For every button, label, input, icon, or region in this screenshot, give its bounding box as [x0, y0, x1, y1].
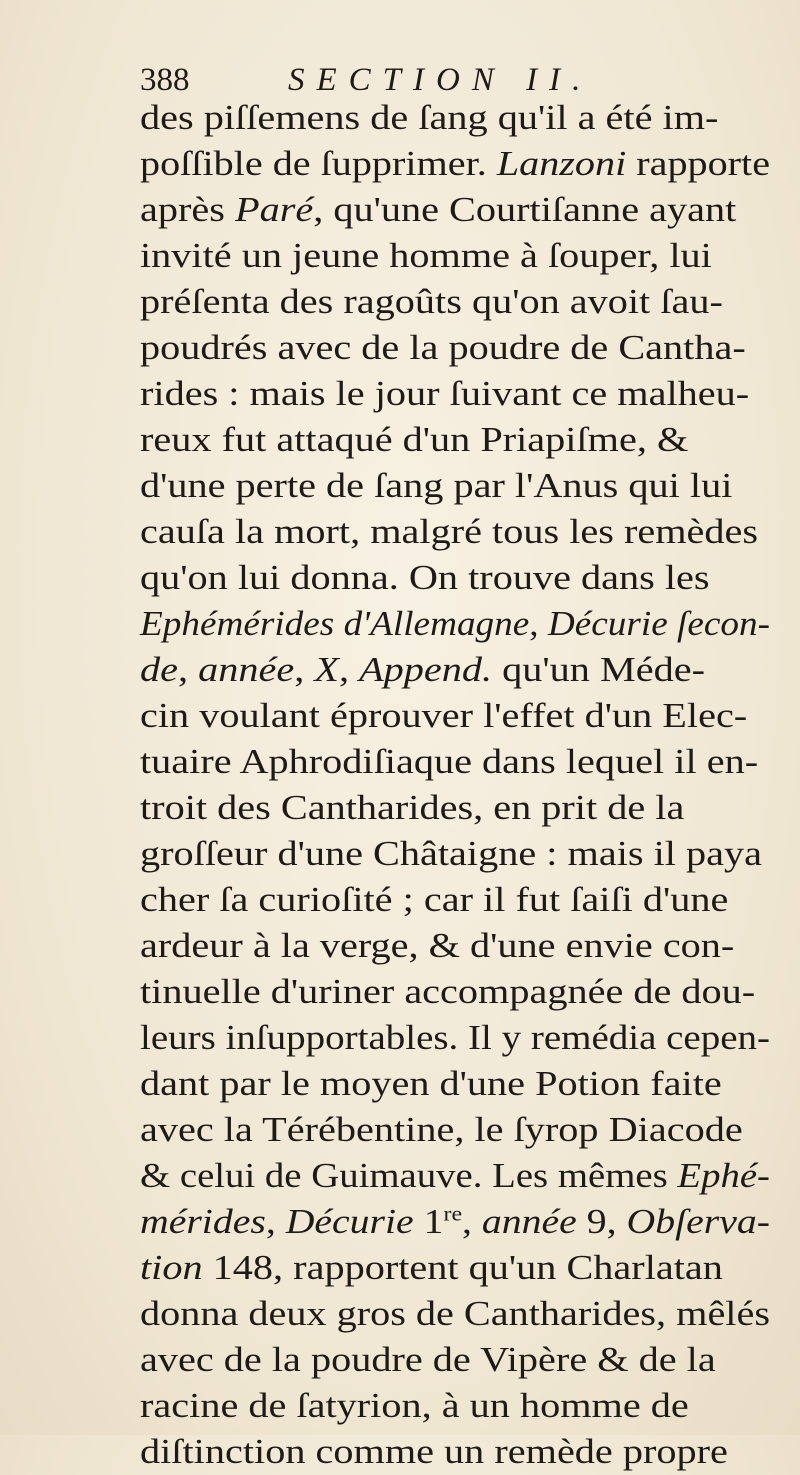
text-line [140, 739, 780, 785]
text-segment: cin voulant éprouver l'effet d'un Elec- [140, 696, 748, 735]
text-segment: avec la Térébentine, le ſyrop Diacode [140, 1110, 743, 1149]
text-line [140, 509, 780, 555]
italic-text: année [198, 650, 295, 689]
text-segment: cher ſa curioſité ; car il fut ſaiſi d'une [140, 880, 729, 919]
superscript-text: re [443, 1201, 463, 1226]
text-segment: , qu'une Courtiſanne ayant [313, 190, 737, 229]
italic-text: de [140, 650, 179, 689]
text-line [140, 371, 780, 417]
text-line [140, 463, 780, 509]
italic-text: Obſerva- [626, 1202, 770, 1241]
text-line [140, 647, 780, 693]
text-segment: reux fut attaqué d'un Priapiſme, & [140, 420, 689, 459]
text-line [140, 1291, 780, 1337]
text-segment: & celui de Guimauve. Les mêmes [140, 1156, 678, 1195]
text-segment: , [178, 650, 199, 689]
text-segment: préſenta des ragoûts qu'on avoit ſau- [140, 282, 723, 321]
text-line [140, 95, 780, 141]
text-line [140, 923, 780, 969]
text-line [140, 325, 780, 371]
italic-text: tion [140, 1248, 203, 1287]
text-segment: tuaire Aphrodiſiaque dans lequel il en- [140, 742, 759, 781]
body-text [140, 95, 780, 1475]
text-segment: , [294, 650, 315, 689]
italic-text: Lanzoni [496, 144, 627, 183]
text-line [140, 417, 780, 463]
text-segment: invité un jeune homme à ſouper, lui [140, 236, 712, 275]
text-segment: poudrés avec de la poudre de Cantha- [140, 328, 746, 367]
running-head: SECTION II. [288, 62, 593, 98]
italic-text: mérides [140, 1202, 266, 1241]
text-segment: d'une perte de ſang par l'Anus qui lui [140, 466, 733, 505]
text-line [140, 601, 780, 647]
text-segment: donna deux gros de Cantharides, mêlés [140, 1294, 770, 1333]
text-segment: rides : mais le jour ſuivant ce malheu- [140, 374, 750, 413]
italic-text: Ephé- [677, 1156, 770, 1195]
page-number: 388 [140, 62, 190, 98]
text-line [140, 233, 780, 279]
text-segment: , [338, 650, 360, 689]
text-segment: 148, rapportent qu'un Charlatan [202, 1248, 723, 1287]
text-segment: cauſa la mort, malgré tous les remèdes [140, 512, 759, 551]
text-line [140, 279, 780, 325]
text-line [140, 555, 780, 601]
text-segment: , [462, 1202, 482, 1241]
italic-text: Ephémérides d'Allemagne [140, 604, 530, 643]
text-segment: diſtinction comme un remède propre [140, 1432, 728, 1471]
text-segment: ardeur à la verge, & d'une envie con- [140, 926, 735, 965]
text-segment: qu'on lui donna. On trouve dans les [140, 558, 710, 597]
text-line [140, 1383, 780, 1429]
text-segment: des piſſemens de ſang qu'il a été im- [140, 98, 719, 137]
text-segment: tinuelle d'uriner accompagnée de dou- [140, 972, 756, 1011]
text-segment: , [265, 1202, 286, 1241]
text-line [140, 1199, 780, 1245]
text-line [140, 1153, 780, 1199]
italic-text: année [481, 1202, 577, 1241]
text-line [140, 1107, 780, 1153]
italic-text: Décurie ſecon- [547, 604, 771, 643]
text-line [140, 693, 780, 739]
text-line [140, 1429, 780, 1475]
text-segment: leurs inſupportables. Il y remédia cepen- [140, 1018, 770, 1057]
text-segment: , [529, 604, 548, 643]
text-segment: avec de la poudre de Vipère & de la [140, 1340, 716, 1379]
italic-text: Paré [235, 190, 314, 229]
text-segment: poſſible de ſupprimer. [140, 144, 497, 183]
text-segment: racine de ſatyrion, à un homme de [140, 1386, 689, 1425]
text-line [140, 1337, 780, 1383]
text-line [140, 785, 780, 831]
text-line [140, 187, 780, 233]
text-segment: après [140, 190, 236, 229]
text-segment: rapporte [626, 144, 771, 183]
text-line [140, 831, 780, 877]
text-line [140, 1015, 780, 1061]
text-line [140, 141, 780, 187]
italic-text: Append. [359, 650, 493, 689]
text-segment: dant par le moyen d'une Potion faite [140, 1064, 722, 1103]
text-segment: troit des Cantharides, en prit de la [140, 788, 685, 827]
text-line [140, 969, 780, 1015]
text-line [140, 1061, 780, 1107]
text-segment: groſſeur d'une Châtaigne : mais il paya [140, 834, 763, 873]
italic-text: X [314, 650, 339, 689]
text-segment: 1 [413, 1202, 444, 1241]
text-line [140, 877, 780, 923]
text-segment: 9, [576, 1202, 627, 1241]
text-line [140, 1245, 780, 1291]
italic-text: Décurie [285, 1202, 414, 1241]
text-segment: qu'un Méde- [492, 650, 706, 689]
